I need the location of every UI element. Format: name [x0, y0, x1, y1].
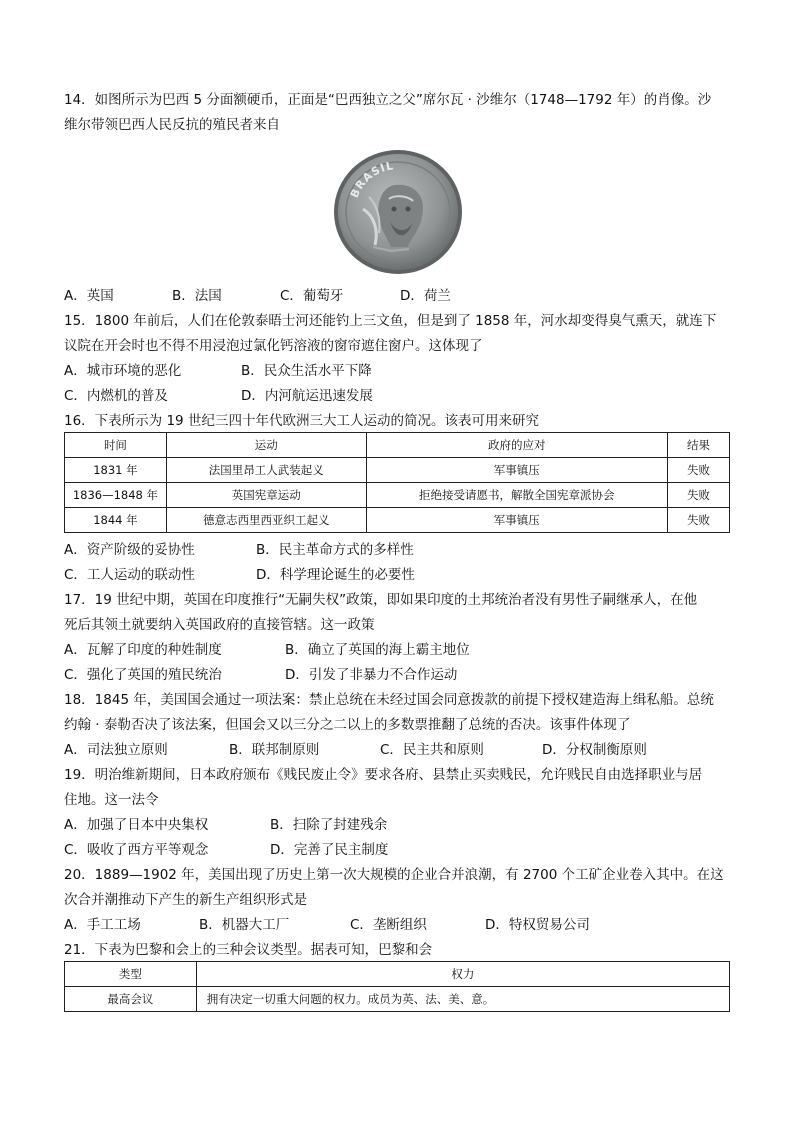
q19-option-a: A．加强了日本中央集权 — [64, 817, 209, 833]
table-cell: 拒绝接受请愿书，解散全国宪章派协会 — [366, 483, 668, 508]
table-cell: 失败 — [668, 458, 730, 483]
table-row — [65, 483, 730, 508]
q16-option-a: A．资产阶级的妥协性 — [64, 542, 195, 558]
question-18-text-line2: 约翰 · 泰勒否决了该法案，但国会又以三分之二以上的多数票推翻了总统的否决。该事件体现了 — [64, 717, 631, 733]
table-header-cell: 政府的应对 — [366, 433, 668, 458]
q14-option-b: B．法国 — [172, 288, 222, 304]
q14-option-c: C．葡萄牙 — [280, 288, 344, 304]
q14-option-a: A．英国 — [64, 288, 114, 304]
table-cell: 1836—1848 年 — [65, 483, 167, 508]
question-14-text-line1: 14．如图所示为巴西 5 分面额硬币，正面是“巴西独立之父”席尔瓦 · 沙维尔（1748—1792 年）的肖像。沙 — [64, 92, 712, 108]
table-header-cell: 权力 — [196, 962, 729, 987]
q17-option-c: C．强化了英国的殖民统治 — [64, 667, 222, 683]
q18-option-a: A．司法独立原则 — [64, 742, 168, 758]
table-cell: 1831 年 — [65, 458, 167, 483]
table-cell: 最高会议 — [65, 987, 197, 1012]
table-row — [65, 987, 730, 1012]
q16-table — [64, 432, 730, 533]
brazil-coin-image — [333, 149, 463, 275]
q19-option-c: C．吸收了西方平等观念 — [64, 842, 209, 858]
table-row — [65, 458, 730, 483]
q20-option-d: D．特权贸易公司 — [485, 917, 590, 933]
q15-option-a: A．城市环境的恶化 — [64, 363, 182, 379]
q18-option-d: D．分权制衡原则 — [542, 742, 647, 758]
q17-option-d: D．引发了非暴力不合作运动 — [285, 667, 458, 683]
table-cell: 1844 年 — [65, 508, 167, 533]
q20-option-a: A．手工工场 — [64, 917, 141, 933]
question-15-text-line2: 议院在开会时也不得不用浸泡过氯化钙溶液的窗帘遮住窗户。这体现了 — [64, 338, 483, 354]
table-cell: 法国里昂工人武装起义 — [166, 458, 366, 483]
question-20-text-line1: 20．1889—1902 年，美国出现了历史上第一次大规模的企业合并浪潮，有 2700 个工矿企业卷入其中。在这 — [64, 867, 724, 883]
question-17-text-line1: 17．19 世纪中期，英国在印度推行“无嗣失权”政策，即如果印度的土邦统治者没有男性子嗣继承人，在他 — [64, 592, 698, 608]
table-header-cell: 结果 — [668, 433, 730, 458]
table-header-cell: 时间 — [65, 433, 167, 458]
table-header-row — [65, 962, 730, 987]
table-cell: 失败 — [668, 483, 730, 508]
table-row — [65, 508, 730, 533]
table-header-row — [65, 433, 730, 458]
table-cell: 军事镇压 — [366, 508, 668, 533]
q19-option-b: B．扫除了封建残余 — [270, 817, 388, 833]
q18-option-c: C．民主共和原则 — [380, 742, 484, 758]
q21-table — [64, 961, 730, 1012]
q14-option-d: D．荷兰 — [400, 288, 451, 304]
table-cell: 英国宪章运动 — [166, 483, 366, 508]
question-19-text-line2: 住地。这一法令 — [64, 792, 159, 808]
question-18-text-line1: 18．1845 年，美国国会通过一项法案：禁止总统在未经过国会同意拨款的前提下授权建造海上缉私船。总统 — [64, 692, 714, 708]
table-header-cell: 类型 — [65, 962, 197, 987]
q17-option-a: A．瓦解了印度的种姓制度 — [64, 642, 222, 658]
table-cell: 德意志西里西亚织工起义 — [166, 508, 366, 533]
q15-option-d: D．内河航运迅速发展 — [241, 388, 373, 404]
q20-option-b: B．机器大工厂 — [199, 917, 290, 933]
q16-option-b: B．民主革命方式的多样性 — [256, 542, 414, 558]
q19-option-d: D．完善了民主制度 — [270, 842, 389, 858]
q16-option-d: D．科学理论诞生的必要性 — [256, 567, 415, 583]
question-14-text-line2: 维尔带领巴西人民反抗的殖民者来自 — [64, 117, 280, 133]
question-21-text-line1: 21．下表为巴黎和会上的三种会议类型。据表可知，巴黎和会 — [64, 942, 433, 958]
table-header-cell: 运动 — [166, 433, 366, 458]
q20-option-c: C．垄断组织 — [350, 917, 427, 933]
table-cell: 失败 — [668, 508, 730, 533]
coin-inscription: BRASIL — [347, 159, 395, 200]
question-16-text-line1: 16．下表所示为 19 世纪三四十年代欧洲三大工人运动的简况。该表可用来研究 — [64, 413, 539, 429]
q18-option-b: B．联邦制原则 — [229, 742, 320, 758]
q16-option-c: C．工人运动的联动性 — [64, 567, 195, 583]
table-cell: 军事镇压 — [366, 458, 668, 483]
q15-option-b: B．民众生活水平下降 — [241, 363, 372, 379]
question-19-text-line1: 19．明治维新期间，日本政府颁布《贱民废止令》要求各府、县禁止买卖贱民，允许贱民自由选择职业与居 — [64, 767, 703, 783]
question-17-text-line2: 死后其领土就要纳入英国政府的直接管辖。这一政策 — [64, 617, 375, 633]
q17-option-b: B．确立了英国的海上霸主地位 — [285, 642, 470, 658]
question-15-text-line1: 15．1800 年前后，人们在伦敦泰晤士河还能钓上三文鱼，但是到了 1858 年，河水却变得臭气熏天，就连下 — [64, 313, 717, 329]
question-20-text-line2: 次合并潮推动下产生的新生产组织形式是 — [64, 892, 307, 908]
q15-option-c: C．内燃机的普及 — [64, 388, 168, 404]
table-cell: 拥有决定一切重大问题的权力。成员为英、法、美、意。 — [196, 987, 729, 1012]
